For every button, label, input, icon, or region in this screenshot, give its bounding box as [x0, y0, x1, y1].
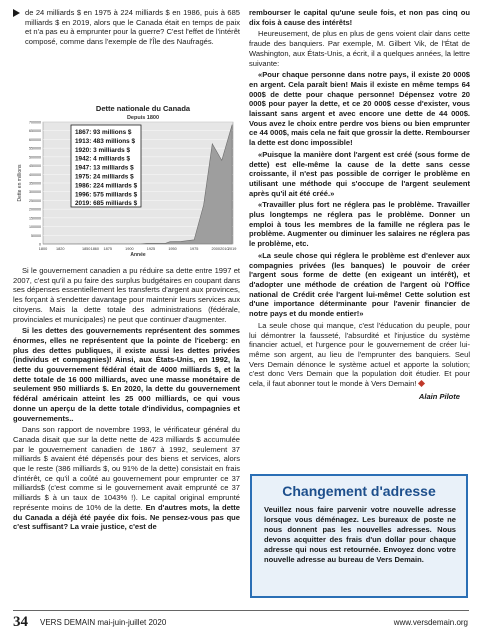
x-axis-label: Année: [130, 252, 146, 258]
footer: [0, 614, 480, 634]
x-tick-label: 2019: [227, 247, 237, 251]
x-tick-label: 1800: [38, 247, 48, 251]
chart-data-label: 1947: 13 milliards $: [75, 164, 134, 172]
chart-subtitle: Depuis 1800: [126, 115, 160, 121]
y-tick-label: 650000: [29, 129, 41, 134]
quote-2: [249, 150, 470, 199]
x-tick-label: 1875: [103, 247, 112, 251]
left-paragraph-3: [13, 425, 240, 532]
y-tick-label: 150000: [29, 216, 41, 221]
y-tick-label: 450000: [29, 164, 41, 169]
left-paragraph-2: [13, 326, 240, 423]
left-paragraph-3-bold: En d'autres mots, la dette du Canada a déjà été payée dix fois. Ne pensez-vous pas que c'est suffisant? La vraie justice, c'est de: [13, 502, 240, 532]
right-paragraph-2-text: La seule chose qui manque, c'est l'éducation du peuple, pour lui démontrer la fausseté, l'absurdité et l'injustice du système financier actuel, et l'urgence pour le gouvernement de créer lui-même son argent, au lieu de l'emprunter des banquiers. Seul Vers Demain dénonce le système actuel et apporte la solution; c'est donc Vers Demain que la population doit étudier. Et pour cela, il faut abonner tout le monde à Vers Demain!: [249, 320, 470, 389]
footer-rule: [13, 610, 469, 611]
x-tick-label: 1820: [56, 247, 65, 251]
chart-title: Dette nationale du Canada: [95, 104, 191, 113]
quote-3: [249, 200, 470, 249]
quote-2-text: «Puisque la manière dont l'argent est créé (sous forme de dette) est elle-même la cause de la dette sans cesse croissante, il n'est pas possible de corriger le problème en utilisant une méthode qui s'occupe de l'argent seulement après qu'il ait été créé.»: [249, 149, 470, 198]
quote-3-text: «Travailler plus fort ne réglera pas le problème. Travailler plus longtemps ne réglera pas le problème. Donner un emploi à tous les membres de la famille ne réglera pas le problème. Augmenter ou diminuer les salaires ne réglera pas le problème, etc.: [249, 200, 470, 249]
magazine-issue: VERS DEMAIN mai-juin-juillet 2020: [40, 618, 167, 627]
debt-chart: [13, 100, 239, 258]
page-number: 34: [13, 614, 28, 630]
x-tick-label: 1975: [189, 247, 199, 251]
intro-paragraph: [13, 8, 240, 47]
intro-text: de 24 milliards $ en 1975 à 224 milliards $ en 1986, puis à 685 milliards $ en 2019, alors que le Canada était en temps de paix et n'a pas eu à emprunter pour la guerre? C'est l'effet de l'intérêt composé, comme dans l'exemple de l'Île des Naufragés.: [25, 8, 240, 47]
right-paragraph-0-text: rembourser le capital qu'une seule fois, et non pas cinq ou dix fois à cause des intérêts!: [249, 8, 470, 27]
quote-1-text: «Pour chaque personne dans notre pays, il existe 20 000$ en argent. Cela paraît bien! Mais il existe en même temps 64 000$ de dette pour chaque personne! Dépensez votre 20 000$ pour payer la dette, et ce 20 000$ cesse d'exister, vous laissant sans argent et avec encore une dette de 44 000$. Vous avez le choix entre perdre vos biens ou bien emprunter ce 44 000$, mais cela ne fait que grossir la dette. Rembourser la dette est donc impossible!: [249, 70, 470, 148]
left-column-lower: [13, 266, 240, 534]
x-tick-label: 2000: [211, 247, 220, 251]
y-tick-label: 500000: [29, 155, 41, 160]
website-link[interactable]: www.versdemain.org: [393, 618, 468, 627]
chart-data-label: 1867: 93 millions $: [75, 129, 132, 136]
right-paragraph-0: [249, 8, 470, 27]
chart-data-label: 2019: 685 milliards $: [75, 200, 138, 208]
left-paragraph-2-text: Si les dettes des gouvernements représentent des sommes énormes, elles ne représentent que la pointe de l'iceberg: en plus des dettes publiques, il existe aussi les dettes privées (individus et compagnies)! Ainsi, aux États-Unis, en 1992, la dette du gouvernement fédéral était de 4000 milliards $, et la dette totale de 16 000 milliards, avec une masse monétaire de seulement 950 milliards $. En 2020, la dette du gouvernement fédéral américain atteint les 25 000 milliards, ce qui vous donne un aperçu de la dette totale d'individus, compagnies et gouvernements..: [13, 326, 240, 423]
chart-data-label: 1996: 575 milliards $: [75, 191, 138, 199]
y-tick-label: 700000: [29, 120, 41, 125]
y-tick-label: 600000: [29, 137, 41, 142]
y-tick-label: 100000: [29, 225, 41, 230]
x-tick-label: 1950: [168, 247, 177, 251]
chart-data-label: 1913: 483 millions $: [75, 137, 136, 145]
y-axis-label: Dette en millions: [17, 164, 23, 202]
x-tick-label: 1925: [146, 247, 156, 251]
chart-data-label: 1942: 4 milliards $: [75, 155, 131, 163]
x-tick-label: 2010: [220, 247, 229, 251]
quote-4-text: «La seule chose qui réglera le problème est d'enlever aux compagnies privées (les banques) le pouvoir de créer l'argent sous forme de dette (en exigeant un intérêt), et d'adopter une méthode de création de l'argent où l'Office national de Crédit crée l'argent lui-même! Cette solution est d'une importance déterminante pour l'avenir financier de notre pays et du monde entier!»: [249, 250, 470, 319]
x-tick-label: 1900: [125, 247, 134, 251]
right-paragraph-1: Heureusement, de plus en plus de gens voient clair dans cette fraude des banquiers. Par exemple, M. Gilbert Vik, de l'État de Washington, aux États-Unis, a écrit, il a quelques années, la lettre suivante:: [249, 29, 470, 68]
y-tick-label: 0: [39, 242, 41, 247]
address-change-box: [250, 474, 468, 598]
y-tick-label: 50000: [31, 233, 41, 238]
x-tick-label: 1850: [81, 247, 91, 251]
box-title: Changement d'adresse: [282, 483, 436, 499]
y-tick-label: 350000: [29, 181, 41, 186]
x-tick-label: 1860: [90, 247, 100, 251]
chart-data-labels: [75, 129, 138, 207]
left-column: [13, 8, 240, 49]
right-column: [249, 8, 470, 401]
quote-1: [249, 70, 470, 148]
end-mark-icon: [418, 380, 425, 387]
y-tick-label: 200000: [29, 207, 41, 212]
box-text: Veuillez nous faire parvenir votre nouvelle adresse lorsque vous déménagez. Les bureaux de poste ne nous donnent pas les nouvelles adresses. Nous devons acquitter des frais d'un dollar pour chaque adresse qui nous est retournée. Envoyez donc votre nouvelle adresse au bureau de Vers Demain.: [264, 505, 456, 564]
y-tick-label: 400000: [29, 172, 41, 177]
y-tick-labels: [29, 121, 41, 247]
chart-data-label: 1986: 224 milliards $: [75, 182, 138, 190]
y-tick-label: 300000: [29, 190, 41, 195]
chart-data-label: 1920: 3 milliards $: [75, 146, 131, 154]
chart-data-label: 1975: 24 milliards $: [75, 173, 134, 181]
left-paragraph-3-text: Dans son rapport de novembre 1993, le vérificateur général du Canada disait que sur la dette nette de 423 milliards $ accumulée par le gouvernement canadien de 1867 à 1992, seulement 37 milliards $ avaient été dépensés pour des biens et services, alors que le reste (386 milliards $, ou 91% de la dette) consistait en frais d'intérêt, ce qu'il a coûté au gouvernement pour emprunter ce 37 milliards$ (c'est comme si le gouvernement avait emprunté ce 37 milliards $ à un taux de 1043% !). Le capital original emprunté représente moins de 10% de la dette.: [13, 425, 240, 512]
right-paragraph-2: [249, 321, 470, 389]
y-tick-label: 550000: [29, 146, 41, 151]
signature: Alain Pilote: [418, 391, 460, 401]
quote-4: [249, 251, 470, 319]
left-paragraph-1: Si le gouvernement canadien a pu réduire sa dette entre 1997 et 2007, c'est qu'il a pu faire des surplus budgétaires en coupant dans ses dépenses essentiellement les transferts d'argent aux provinces, les forçant à s'endetter davantage pour maintenir leurs services aux citoyens. Mais la dette totale des administrations (fédérale, provinciales et municipales) ne peut que continuer d'augmenter.: [13, 266, 240, 324]
y-tick-label: 250000: [29, 198, 41, 203]
triangle-bullet-icon: [13, 9, 20, 17]
